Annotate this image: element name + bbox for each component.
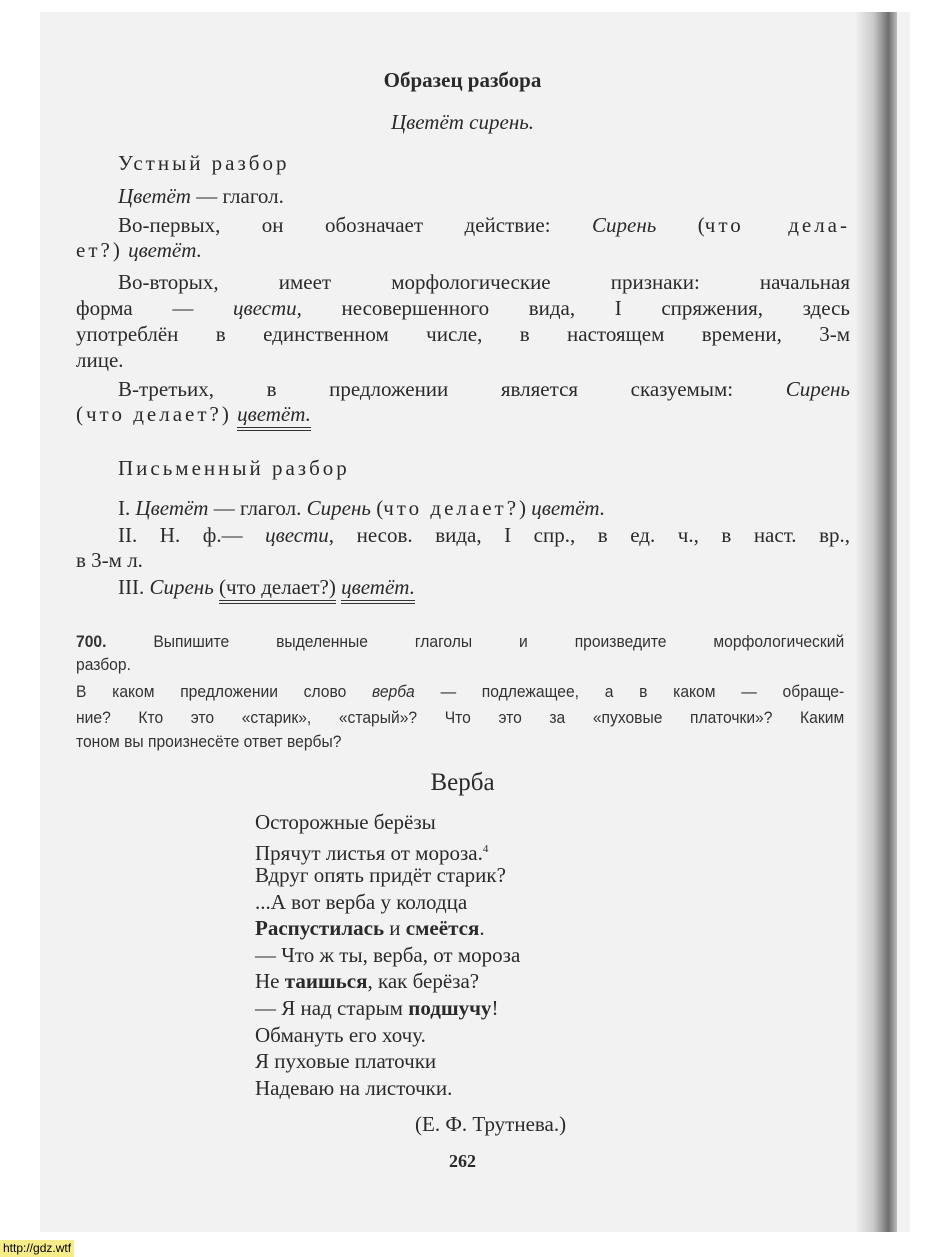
text-segment: , несовершенного вида, I спряжения, здесь (296, 296, 850, 320)
text-segment: (что делает?) (76, 402, 232, 426)
text-segment: , несов. вида, I спр., в ед. ч., в наст. вр., (328, 523, 850, 547)
bold-text: таишься (284, 969, 368, 993)
exercise-line (76, 730, 341, 754)
text-line (118, 523, 850, 547)
poem-line (255, 1023, 426, 1047)
italic-text: Цветёт (135, 496, 209, 520)
italic-text: Сирень (592, 213, 657, 237)
text-segment: Во-первых, он обозначает действие: (118, 213, 593, 237)
poem-line (255, 890, 467, 914)
poem-line (255, 916, 485, 940)
text-line (118, 213, 850, 237)
text-segment: Обмануть его хочу. (255, 1023, 426, 1047)
text-line (118, 575, 415, 599)
text-line (76, 348, 124, 372)
poem-line (255, 1076, 452, 1100)
text-segment: в 3-м л. (76, 548, 143, 572)
text-segment: I. (118, 496, 136, 520)
text-line (76, 238, 202, 262)
section-written-analysis (118, 456, 350, 480)
italic-text: цветёт. (341, 575, 415, 604)
italic-text: Сирень (306, 496, 371, 520)
text-line (76, 322, 850, 346)
text-segment: Во-вторых, имеет морфологические признаки: начальная (118, 270, 850, 294)
text-segment: Вдруг опять придёт старик? (255, 863, 506, 887)
text-line (118, 377, 850, 401)
text-segment: Устный разбор (118, 151, 290, 175)
bold-text: 262 (449, 1151, 476, 1171)
poem-title (0, 771, 925, 795)
text-segment: В-третьих, в предложении является сказуемым: (118, 377, 786, 401)
text-segment: ! (491, 996, 499, 1020)
italic-text: верба (372, 682, 415, 701)
page-binding-shadow (855, 12, 897, 1232)
italic-text: цвести (265, 523, 329, 547)
text-line (118, 496, 605, 520)
text-segment: тоном вы произнесёте ответ вербы? (76, 732, 342, 751)
text-segment: (что делает?) (219, 575, 336, 604)
italic-text: цветёт. (128, 238, 202, 262)
text-segment: В каком предложении слово (76, 682, 373, 701)
text-segment: . (479, 916, 485, 940)
text-segment: Прячут листья от мороза. (255, 841, 483, 865)
page-number (0, 1149, 925, 1173)
exercise-line (76, 680, 844, 704)
text-line (76, 402, 311, 426)
text-line (76, 548, 143, 572)
italic-text: цветёт. (531, 496, 606, 520)
text-segment: разбор. (76, 655, 131, 674)
poem-attribution (415, 1112, 566, 1136)
bold-text: 700. (76, 632, 107, 651)
source-link[interactable]: http://gdz.wtf (0, 1240, 74, 1257)
text-line (76, 296, 850, 320)
italic-text: цвести (233, 296, 297, 320)
text-segment: ...А вот верба у колодца (255, 890, 468, 914)
poem-line (255, 1049, 436, 1073)
text-segment: Осторожные берёзы (255, 810, 436, 834)
text-segment: Надеваю на листочки. (255, 1076, 453, 1100)
text-segment: II. Н. ф.— (118, 523, 266, 547)
italic-text: Сирень (785, 377, 850, 401)
poem-line (255, 810, 436, 834)
poem-line (255, 996, 498, 1020)
exercise-line (76, 653, 131, 677)
text-segment: Выпишите выделенные глаголы и произведите морфологический (106, 632, 845, 651)
text-segment: ет?) (76, 238, 123, 262)
text-segment: — глагол. (208, 496, 307, 520)
text-segment: Не (255, 969, 285, 993)
text-segment: Я пуховые платочки (255, 1049, 437, 1073)
text-segment: Письменный разбор (118, 456, 350, 480)
text-segment: что делает? (383, 496, 520, 520)
text-segment: (Е. Ф. Трутнева.) (415, 1112, 567, 1136)
italic-text: Цветёт сирень. (390, 110, 535, 134)
italic-text: цветёт. (237, 402, 311, 431)
text-segment: употреблён в единственном числе, в настоящем времени, 3-м (76, 322, 850, 346)
text-segment: ние? Кто это «старик», «старый»? Что это за «пуховые платочки»? Каким (76, 708, 845, 727)
bold-text: смеётся (405, 916, 480, 940)
section-oral-analysis (118, 151, 289, 175)
text-line (118, 270, 850, 294)
text-segment: ) (519, 496, 532, 520)
poem-line (255, 837, 488, 865)
text-segment: — Что ж ты, верба, от мороза (255, 943, 521, 967)
italic-text: Сирень (149, 575, 214, 599)
text-segment: 4 (482, 843, 489, 855)
text-segment: и (384, 916, 406, 940)
bold-text: подшучу (408, 996, 492, 1020)
heading-title (0, 68, 925, 92)
exercise-line (76, 706, 844, 730)
poem-line (255, 863, 506, 887)
text-segment: — подлежащее, а в каком — обраще- (414, 682, 845, 701)
text-line (118, 184, 284, 208)
text-segment: лице. (76, 348, 124, 372)
text-segment: Верба (430, 769, 495, 796)
italic-text: Цветёт (118, 184, 191, 208)
text-segment: — Я над старым (255, 996, 409, 1020)
poem-line (255, 943, 520, 967)
poem-line (255, 969, 479, 993)
text-segment: ( (370, 496, 384, 520)
example-sentence (0, 110, 925, 134)
text-segment: ( (656, 213, 705, 237)
text-segment: — глагол. (190, 184, 284, 208)
text-segment: что дела- (704, 213, 850, 237)
bold-text: Образец разбора (383, 68, 542, 92)
exercise-line (76, 630, 844, 654)
text-segment: , как берёза? (367, 969, 480, 993)
bold-text: Распустилась (255, 916, 385, 940)
text-segment: форма — (76, 296, 233, 320)
text-segment: III. (118, 575, 150, 599)
